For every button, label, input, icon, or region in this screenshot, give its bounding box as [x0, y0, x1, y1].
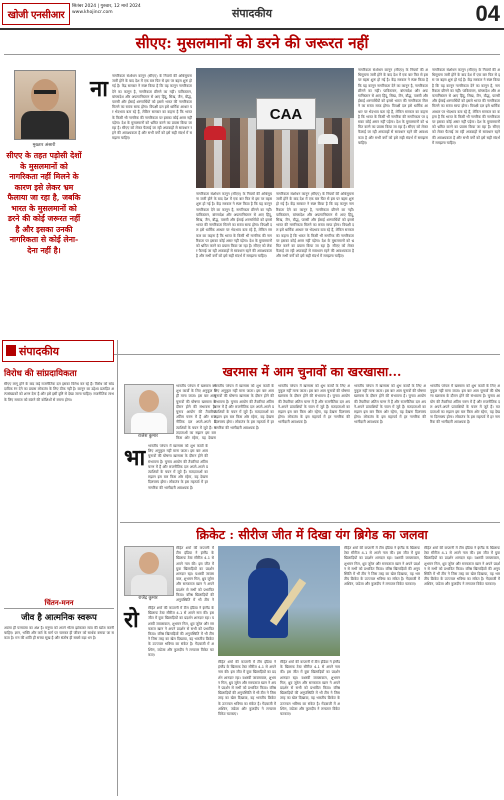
lead-body-col5: नागरिकता संशोधन कानून (सीएए) के नियमों की अधिसूचना जारी होने के बाद देश में एक बार फिर से इस पर बहस शुरू हो गई है। केंद्र सरकार ने स्पष्ट किया है कि यह कानून नागरिकता देने का कानून है, नागरिकता छीनने का नहीं। पाकिस्तान, बांग्लादेश और अफगानिस्तान से आए हिंदू, सिख, जैन, बौद्ध, पारसी और ईसाई शरणार्थियों को इससे भारत की नागरिकता मिलने का रास्ता साफ होगा। विपक्षी दल इसे धार्मिक आधार पर भेदभाव बता रहे हैं, लेकिन सरकार का कहना है कि भारत के किसी भी नागरिक की नागरिकता पर इसका कोई असर नहीं पड़ेगा। देश के मुसलमानों को भ्रमित करने का प्रयास किया जा रहा है। सीएए को लेकर फैलाई जा रही अफवाहों से सावधान रहने की आवश्यकता है और सभी वर्गों को इसे सही संदर्भ में समझना चाहिए।	[432, 68, 500, 145]
face-shape	[139, 552, 159, 574]
cricket-body-col4: रोहित शर्मा की कप्तानी में टीम इंडिया ने इंग्लैंड के खिलाफ टेस्ट सीरीज 4-1 से अपने नाम की। इस जीत में युवा खिलाड़ियों का प्रदर्शन शानदार रहा। यशस्वी जायसवाल, शुभमन गिल, ध्रुव जुरेल और सरफराज खान ने अपने प्रदर्शन से सभी को प्रभावित किया। वरिष्ठ खिलाड़ियों की अनुपस्थिति में भी टीम ने जिस तरह का खेल दिखाया, वह भारतीय क्रिकेट के उज्ज्वल भविष्य का संकेत है। गेंदबाजी में अश्विन, जडेजा और कुलदीप ने लगातार विकेट चटकाए।	[344, 546, 420, 587]
cricket-author-photo	[124, 546, 174, 596]
white-cap-shape	[318, 134, 338, 144]
divider	[4, 54, 500, 55]
quote-column	[6, 70, 82, 366]
cricket-drop-cap: रो	[124, 607, 139, 633]
election-body-col5: भारतीय परंपरा में खरमास को शुभ कार्यों के लिए अनुकूल नहीं माना जाता। इस बार आम चुनावों की घोषणा खरमास के दौरान होने की संभावना है। चुनाव आयोग की तैयारियां अंतिम चरण में हैं और राजनीतिक दल अपने-अपने प्रत्याशियों के चयन में जुटे हैं। मतदाताओं का रुझान इस बार किस ओर रहेगा, यह देखना दिलचस्प होगा। लोकतंत्र के इस महापर्व में हर नागरिक की भागीदारी आवश्यक है।	[430, 384, 500, 425]
caa-sign: CAA	[256, 98, 316, 130]
red-cap-shape	[204, 126, 226, 140]
shirt-shape	[131, 413, 167, 433]
editorial-subhead: विरोध की सांप्रदायिकता	[4, 369, 77, 379]
drop-cap: ना	[90, 76, 108, 102]
lead-body-col2: नागरिकता संशोधन कानून (सीएए) के नियमों की अधिसूचना जारी होने के बाद देश में एक बार फिर से इस पर बहस शुरू हो गई है। केंद्र सरकार ने स्पष्ट किया है कि यह कानून नागरिकता देने का कानून है, नागरिकता छीनने का नहीं। पाकिस्तान, बांग्लादेश और अफगानिस्तान से आए हिंदू, सिख, जैन, बौद्ध, पारसी और ईसाई शरणार्थियों को इससे भारत की नागरिकता मिलने का रास्ता साफ होगा। विपक्षी दल इसे धार्मिक आधार पर भेदभाव बता रहे हैं, लेकिन सरकार का कहना है कि भारत के किसी भी नागरिक की नागरिकता पर इसका कोई असर नहीं पड़ेगा। देश के मुसलमानों को भ्रमित करने का प्रयास किया जा रहा है। सीएए को लेकर फैलाई जा रही अफवाहों से सावधान रहने की आवश्यकता है और सभी वर्गों को इसे सही संदर्भ में समझना चाहिए।	[196, 192, 272, 259]
election-author-photo	[124, 384, 174, 434]
election-body-col3: भारतीय परंपरा में खरमास को शुभ कार्यों के लिए अनुकूल नहीं माना जाता। इस बार आम चुनावों की घोषणा खरमास के दौरान होने की संभावना है। चुनाव आयोग की तैयारियां अंतिम चरण में हैं और राजनीतिक दल अपने-अपने प्रत्याशियों के चयन में जुटे हैं। मतदाताओं का रुझान इस बार किस ओर रहेगा, यह देखना दिलचस्प होगा। लोकतंत्र के इस महापर्व में हर नागरिक की भागीदारी आवश्यक है।	[278, 384, 350, 425]
face-shape	[31, 79, 59, 111]
cricket-body-col2: रोहित शर्मा की कप्तानी में टीम इंडिया ने इंग्लैंड के खिलाफ टेस्ट सीरीज 4-1 से अपने नाम की। इस जीत में युवा खिलाड़ियों का प्रदर्शन शानदार रहा। यशस्वी जायसवाल, शुभमन गिल, ध्रुव जुरेल और सरफराज खान ने अपने प्रदर्शन से सभी को प्रभावित किया। वरिष्ठ खिलाड़ियों की अनुपस्थिति में भी टीम ने जिस तरह का खेल दिखाया, वह भारतीय क्रिकेट के उज्ज्वल भविष्य का संकेत है। गेंदबाजी में अश्विन, जडेजा और कुलदीप ने लगातार विकेट चटकाए।	[218, 660, 276, 717]
election-body-col1: भारतीय परंपरा में खरमास को शुभ कार्यों के लिए अनुकूल नहीं माना जाता। इस बार आम चुनावों की घोषणा खरमास के दौरान होने की संभावना है। चुनाव आयोग की तैयारियां अंतिम चरण में हैं और राजनीतिक दल अपने-अपने प्रत्याशियों के चयन में जुटे हैं। मतदाताओं का रुझान इस बार किस ओर रहेगा, यह देखना दिलचस्प होगा। लोकतंत्र के इस महापर्व में हर नागरिक की भागीदारी आवश्यक है।	[148, 444, 208, 490]
election-body-col2: भारतीय परंपरा में खरमास को शुभ कार्यों के लिए अनुकूल नहीं माना जाता। इस बार आम चुनावों की घोषणा खरमास के दौरान होने की संभावना है। चुनाव आयोग की तैयारियां अंतिम चरण में हैं और राजनीतिक दल अपने-अपने प्रत्याशियों के चयन में जुटे हैं। मतदाताओं का रुझान इस बार किस ओर रहेगा, यह देखना दिलचस्प होगा। लोकतंत्र के इस महापर्व में हर नागरिक की भागीदारी आवश्यक है।	[214, 384, 274, 430]
lead-body-col3: नागरिकता संशोधन कानून (सीएए) के नियमों की अधिसूचना जारी होने के बाद देश में एक बार फिर से इस पर बहस शुरू हो गई है। केंद्र सरकार ने स्पष्ट किया है कि यह कानून नागरिकता देने का कानून है, नागरिकता छीनने का नहीं। पाकिस्तान, बांग्लादेश और अफगानिस्तान से आए हिंदू, सिख, जैन, बौद्ध, पारसी और ईसाई शरणार्थियों को इससे भारत की नागरिकता मिलने का रास्ता साफ होगा। विपक्षी दल इसे धार्मिक आधार पर भेदभाव बता रहे हैं, लेकिन सरकार का कहना है कि भारत के किसी भी नागरिक की नागरिकता पर इसका कोई असर नहीं पड़ेगा। देश के मुसलमानों को भ्रमित करने का प्रयास किया जा रहा है। सीएए को लेकर फैलाई जा रही अफवाहों से सावधान रहने की आवश्यकता है और सभी वर्गों को इसे सही संदर्भ में समझना चाहिए।	[276, 192, 354, 259]
issue-date: सितंबर 2024 | गुरुवार, 12 मार्च 2024	[72, 4, 141, 9]
election-drop-cap: भा	[124, 445, 146, 471]
editorial-title: संपादकीय	[19, 345, 60, 358]
editorial-icon	[6, 345, 16, 356]
shirt-shape	[131, 575, 167, 595]
caa-protest-photo	[196, 68, 354, 188]
lead-body-col4: नागरिकता संशोधन कानून (सीएए) के नियमों की अधिसूचना जारी होने के बाद देश में एक बार फिर से इस पर बहस शुरू हो गई है। केंद्र सरकार ने स्पष्ट किया है कि यह कानून नागरिकता देने का कानून है, नागरिकता छीनने का नहीं। पाकिस्तान, बांग्लादेश और अफगानिस्तान से आए हिंदू, सिख, जैन, बौद्ध, पारसी और ईसाई शरणार्थियों को इससे भारत की नागरिकता मिलने का रास्ता साफ होगा। विपक्षी दल इसे धार्मिक आधार पर भेदभाव बता रहे हैं, लेकिन सरकार का कहना है कि भारत के किसी भी नागरिक की नागरिकता पर इसका कोई असर नहीं पड़ेगा। देश के मुसलमानों को भ्रमित करने का प्रयास किया जा रहा है। सीएए को लेकर फैलाई जा रही अफवाहों से सावधान रहने की आवश्यकता है और सभी वर्गों को इसे सही संदर्भ में समझना चाहिए।	[358, 68, 428, 145]
author-name: मुख्तार अंसारी	[32, 143, 56, 148]
chintan-subhead: चिंतन-मनन	[44, 598, 74, 607]
cricket-photo	[218, 546, 340, 656]
editorial-body: सीएए लागू होने के बाद कई राजनीतिक दल इसका विरोध कर रहे हैं। विरोध को सांप्रदायिक रंग देने का प्रयास लोकतंत्र के लिए ठीक नहीं है। कानून का उद्देश्य प्रताड़ित अल्पसंख्यकों को शरण देना है और इसे इसी दृष्टि से देखा जाना चाहिए। राजनीतिक लाभ के लिए समाज को बांटने की कोशिशों से बचना होगा।	[4, 382, 114, 402]
spiritual-subhead: जीव है आत्मनिक स्वरूप	[21, 613, 97, 623]
cricket-body-col5: रोहित शर्मा की कप्तानी में टीम इंडिया ने इंग्लैंड के खिलाफ टेस्ट सीरीज 4-1 से अपने नाम की। इस जीत में युवा खिलाड़ियों का प्रदर्शन शानदार रहा। यशस्वी जायसवाल, शुभमन गिल, ध्रुव जुरेल और सरफराज खान ने अपने प्रदर्शन से सभी को प्रभावित किया। वरिष्ठ खिलाड़ियों की अनुपस्थिति में भी टीम ने जिस तरह का खेल दिखाया, वह भारतीय क्रिकेट के उज्ज्वल भविष्य का संकेत है। गेंदबाजी में अश्विन, जडेजा और कुलदीप ने लगातार विकेट चटकाए।	[424, 546, 500, 587]
page-number: 04	[475, 1, 500, 26]
pull-quote: सीएए के तहत पड़ोसी देशों के मुसलमानों को नागरिकता नहीं मिलने के कारण इसे लेकर भ्रम फैलाया जा रहा है, जबकि भारत के मुसलमानों को डरने की कोई जरूरत नहीं है और इसका उनकी नागरिकता से कोई लेना-देना नहीं है।	[6, 151, 82, 255]
column-divider	[117, 340, 118, 796]
lead-body-col1: नागरिकता संशोधन कानून (सीएए) के नियमों की अधिसूचना जारी होने के बाद देश में एक बार फिर से इस पर बहस शुरू हो गई है। केंद्र सरकार ने स्पष्ट किया है कि यह कानून नागरिकता देने का कानून है, नागरिकता छीनने का नहीं। पाकिस्तान, बांग्लादेश और अफगानिस्तान से आए हिंदू, सिख, जैन, बौद्ध, पारसी और ईसाई शरणार्थियों को इससे भारत की नागरिकता मिलने का रास्ता साफ होगा। विपक्षी दल इसे धार्मिक आधार पर भेदभाव बता रहे हैं, लेकिन सरकार का कहना है कि भारत के किसी भी नागरिक की नागरिकता पर इसका कोई असर नहीं पड़ेगा। देश के मुसलमानों को भ्रमित करने का प्रयास किया जा रहा है। सीएए को लेकर फैलाई जा रही अफवाहों से सावधान रहने की आवश्यकता है और सभी वर्गों को इसे सही संदर्भ में समझना चाहिए।	[112, 74, 192, 141]
cricket-body-col3: रोहित शर्मा की कप्तानी में टीम इंडिया ने इंग्लैंड के खिलाफ टेस्ट सीरीज 4-1 से अपने नाम की। इस जीत में युवा खिलाड़ियों का प्रदर्शन शानदार रहा। यशस्वी जायसवाल, शुभमन गिल, ध्रुव जुरेल और सरफराज खान ने अपने प्रदर्शन से सभी को प्रभावित किया। वरिष्ठ खिलाड़ियों की अनुपस्थिति में भी टीम ने जिस तरह का खेल दिखाया, वह भारतीय क्रिकेट के उज्ज्वल भविष्य का संकेत है। गेंदबाजी में अश्विन, जडेजा और कुलदीप ने लगातार विकेट चटकाए।	[280, 660, 340, 717]
cricket-body-col1a: रोहित शर्मा की कप्तानी में टीम इंडिया ने इंग्लैंड के खिलाफ टेस्ट सीरीज 4-1 से अपने नाम की। इस जीत में युवा खिलाड़ियों का प्रदर्शन शानदार रहा। यशस्वी जायसवाल, शुभमन गिल, ध्रुव जुरेल और सरफराज खान ने अपने प्रदर्शन से सभी को प्रभावित किया। वरिष्ठ खिलाड़ियों की अनुपस्थिति में भी टीम ने	[176, 546, 214, 602]
face-shape	[139, 390, 159, 412]
spiritual-body: आत्मा ही परमात्मा का अंश है। मनुष्य को अपने भीतर झांककर सत्य की खोज करनी चाहिए। ज्ञान, भक्ति और कर्म के मार्ग पर चलकर ही जीवन को सार्थक बनाया जा सकता है। मन की शांति ही सच्चा सुख है और संतोष ही सबसे बड़ा धन है।	[4, 626, 114, 641]
glasses-shape	[34, 90, 56, 94]
masthead	[0, 0, 504, 30]
election-body-col4: भारतीय परंपरा में खरमास को शुभ कार्यों के लिए अनुकूल नहीं माना जाता। इस बार आम चुनावों की घोषणा खरमास के दौरान होने की संभावना है। चुनाव आयोग की तैयारियां अंतिम चरण में हैं और राजनीतिक दल अपने-अपने प्रत्याशियों के चयन में जुटे हैं। मतदाताओं का रुझान इस बार किस ओर रहेगा, यह देखना दिलचस्प होगा। लोकतंत्र के इस महापर्व में हर नागरिक की भागीदारी आवश्यक है।	[354, 384, 426, 425]
election-body-col1a: भारतीय परंपरा में खरमास को शुभ कार्यों के लिए अनुकूल नहीं माना जाता। इस बार आम चुनावों की घोषणा खरमास के दौरान होने की संभावना है। चुनाव आयोग की तैयारियां अंतिम चरण में हैं और राजनीतिक दल अपने-अपने प्रत्याशियों के चयन में जुटे हैं। मतदाताओं का रुझान इस बार किस ओर रहेगा, यह देखना	[176, 384, 216, 440]
cricket-body-col1: रोहित शर्मा की कप्तानी में टीम इंडिया ने इंग्लैंड के खिलाफ टेस्ट सीरीज 4-1 से अपने नाम की। इस जीत में युवा खिलाड़ियों का प्रदर्शन शानदार रहा। यशस्वी जायसवाल, शुभमन गिल, ध्रुव जुरेल और सरफराज खान ने अपने प्रदर्शन से सभी को प्रभावित किया। वरिष्ठ खिलाड़ियों की अनुपस्थिति में भी टीम ने जिस तरह का खेल दिखाया, वह भारतीय क्रिकेट के उज्ज्वल भविष्य का संकेत है। गेंदबाजी में अश्विन, जडेजा और कुलदीप ने लगातार विकेट चटकाए।	[148, 606, 214, 657]
cricket-headline: क्रिकेट : सीरीज जीत में दिखा यंग ब्रिगेड का जलवा	[196, 527, 428, 542]
election-author-name: राजेश कुमार	[138, 434, 158, 439]
header-rule	[0, 28, 504, 30]
newspaper-logo: खोजी एनसीआर	[7, 10, 65, 21]
shirt-shape	[21, 111, 69, 139]
divider	[4, 608, 114, 609]
election-headline: खरमास में आम चुनावों का खरखासा...	[222, 364, 402, 379]
divider	[120, 522, 500, 523]
editorial-box	[2, 340, 114, 362]
cricket-author-name: राजेंद्र कुमार	[138, 596, 158, 601]
issue-web: www.khojincr.com	[72, 10, 113, 15]
section-title: संपादकीय	[231, 7, 273, 20]
author-photo	[14, 70, 76, 140]
lead-headline: सीएए: मुसलमानों को डरने की जरूरत नहीं	[135, 34, 369, 52]
